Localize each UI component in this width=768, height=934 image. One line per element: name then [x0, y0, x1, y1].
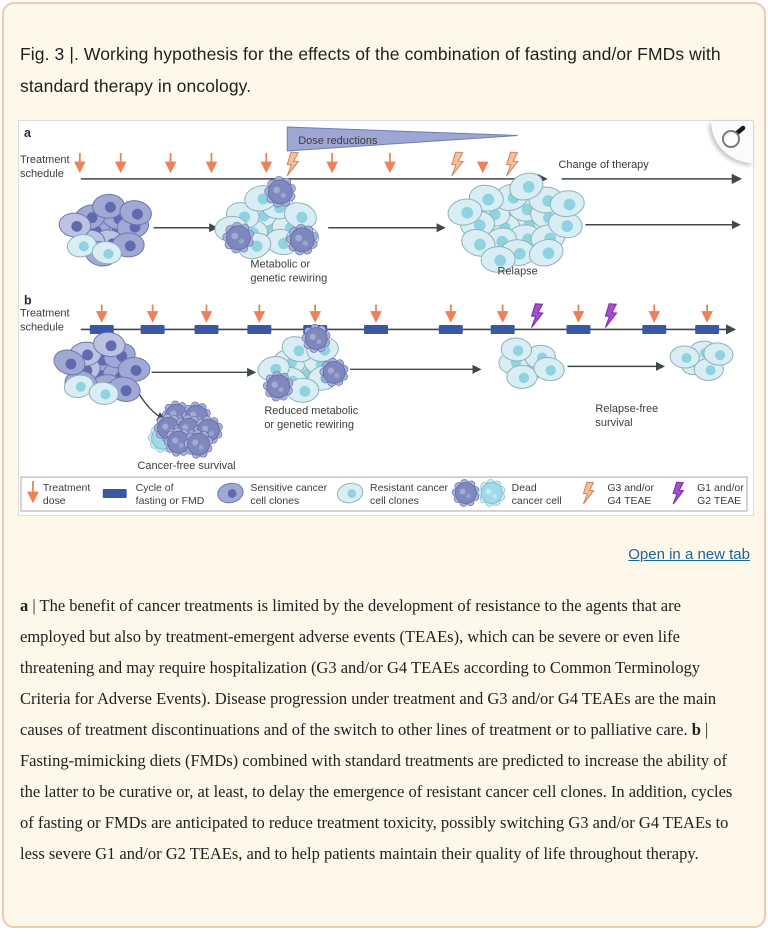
svg-text:schedule: schedule: [19, 321, 64, 334]
change-of-therapy-label: Change of therapy: [558, 158, 649, 171]
legend-sensitive: Sensitive cancer: [250, 483, 328, 495]
dose-reductions-label: Dose reductions: [298, 134, 378, 147]
reduced-rewiring-label: Reduced metabolic: [264, 405, 359, 418]
panel-b-label: b: [23, 293, 32, 308]
link-row: [18, 546, 750, 564]
legend-g1-g2: G1 and/or: [697, 483, 744, 495]
svg-text:G2 TEAE: G2 TEAE: [697, 495, 742, 507]
relapse-label: Relapse: [497, 265, 538, 278]
svg-text:cancer cell: cancer cell: [511, 495, 562, 507]
open-in-new-tab-link[interactable]: Open in a new tab: [628, 546, 750, 563]
cancer-free-label: Cancer-free survival: [137, 460, 236, 473]
figure-caption: a | The benefit of cancer treatments is limited by the development of resistance to the agents that are employed but also by treatment-emergent adverse events (TEAEs), which can be severe or even life threatening and may require hospitalization (G3 and/or G4 TEAEs according to Common Terminology Criteria for Adverse Events). Disease progression under treatment and G3 and/or G4 TEAEs are the main causes of treatment discontinuations and of the switch to other lines of treatment or to palliative care. b | Fasting-mimicking diets (FMDs) combined with standard treatments are predicted to increase the ability of the latter to be curative or, at least, to delay the emergence of resistant cancer cell clones. In addition, cycles of fasting or FMDs are anticipated to reduce treatment toxicity, possibly switching G3 and/or G4 TEAEs to less severe G1 and/or G2 TEAEs, and to help patients maintain their quality of life throughout therapy.: [20, 596, 733, 863]
figure-card: [2, 2, 766, 928]
panel-a-label: a: [23, 125, 31, 140]
legend-g3-g4: G3 and/or: [607, 483, 654, 495]
metabolic-rewiring-label: Metabolic or: [250, 258, 311, 271]
legend-treatment-dose: Treatment: [42, 483, 91, 495]
relapse-free-label: Relapse-free: [595, 403, 659, 416]
caption-b-label: b: [691, 720, 701, 739]
page-title: Fig. 3 |. Working hypothesis for the effects of the combination of fasting and/or FMDs with standard therapy in oncology.: [20, 44, 721, 96]
panel-b-treatment-schedule: Treatment: [19, 307, 70, 320]
svg-text:cell clones: cell clones: [250, 495, 300, 507]
svg-text:G4 TEAE: G4 TEAE: [607, 495, 652, 507]
svg-text:dose: dose: [42, 495, 66, 507]
svg-text:schedule: schedule: [19, 167, 64, 180]
svg-text:fasting or FMD: fasting or FMD: [135, 495, 205, 507]
figure-image[interactable]: [18, 120, 754, 516]
figure-drawing: [21, 127, 747, 511]
svg-text:survival: survival: [595, 417, 633, 430]
legend-dead: Dead: [511, 483, 537, 495]
panel-a-treatment-schedule: Treatment: [19, 153, 70, 166]
legend-fasting-cycle: Cycle of: [135, 483, 174, 495]
svg-text:cell clones: cell clones: [370, 495, 419, 507]
caption-a-label: a: [20, 596, 29, 615]
legend-resistant: Resistant cancer: [370, 483, 449, 495]
svg-text:genetic rewiring: genetic rewiring: [250, 272, 328, 285]
svg-text:or genetic rewiring: or genetic rewiring: [264, 419, 354, 432]
